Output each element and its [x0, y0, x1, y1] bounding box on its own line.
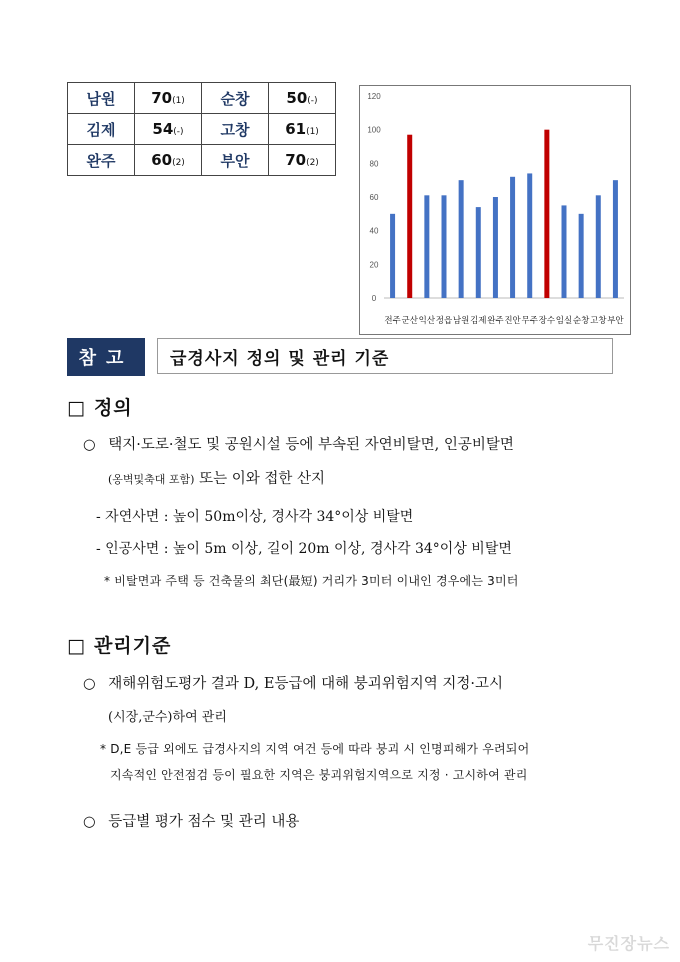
y-tick-label: 40: [369, 226, 379, 236]
x-tick-label: 군산: [401, 316, 418, 326]
region-score-cell: [135, 145, 202, 176]
checkbox-square-icon: □: [67, 635, 86, 657]
region-score-cell: [269, 114, 336, 145]
bar-11: [579, 214, 584, 298]
bar-9: [544, 130, 549, 298]
region-name-cell: 고창: [202, 114, 269, 145]
natural-slope-criteria: - 자연사면 : 높이 50m이상, 경사각 34°이상 비탈면: [96, 509, 414, 525]
definition-note: * 비탈면과 주택 등 건축물의 최단(最短) 거리가 3미터 이내인 경우에는 3미터: [104, 574, 519, 588]
x-tick-label: 무주: [521, 316, 538, 326]
y-tick-label: 80: [369, 159, 379, 169]
management-text-2: (시장,군수)하여 관리: [108, 710, 227, 725]
region-score-cell: [135, 83, 202, 114]
management-heading-text: 관리기준: [93, 635, 172, 657]
score-value: 70: [285, 151, 307, 169]
x-tick-label: 임실: [555, 316, 573, 326]
bar-8: [527, 173, 532, 298]
score-table: [67, 82, 336, 176]
x-tick-label: 순창: [572, 316, 590, 326]
x-tick-label: 부안: [607, 316, 624, 326]
score-change-note: (-): [173, 127, 184, 137]
bar-13: [613, 180, 618, 298]
reference-badge: 참고: [67, 338, 145, 376]
bar-12: [596, 195, 601, 298]
bar-4: [459, 180, 464, 298]
y-tick-label: 120: [367, 92, 381, 101]
bullet-circle-icon: ○: [83, 814, 96, 830]
bar-0: [390, 214, 395, 298]
score-change-note: (2): [306, 158, 319, 168]
score-bar-chart: [359, 85, 631, 335]
x-tick-label: 진안: [504, 316, 521, 326]
bullet-circle-icon: ○: [83, 437, 96, 453]
checkbox-square-icon: □: [67, 397, 86, 419]
y-tick-label: 60: [369, 193, 379, 202]
region-name-cell: 부안: [202, 145, 269, 176]
x-tick-label: 완주: [487, 316, 504, 326]
region-name-cell: 순창: [202, 83, 269, 114]
x-tick-label: 남원: [452, 316, 470, 326]
management-line-1: [83, 672, 503, 693]
y-tick-label: 100: [367, 125, 381, 135]
score-value: 50: [286, 89, 308, 107]
management-line-3: [83, 810, 299, 831]
y-tick-label: 20: [369, 260, 379, 270]
management-note-1: * D,E 등급 외에도 급경사지의 지역 여건 등에 따라 붕괴 시 인명피해가 우려되어: [100, 742, 530, 756]
x-tick-label: 익산: [418, 316, 436, 326]
bar-2: [424, 195, 429, 298]
y-tick-label: 0: [371, 294, 377, 303]
region-score-cell: [269, 83, 336, 114]
bar-5: [476, 207, 481, 298]
x-tick-label: 장수: [538, 316, 556, 326]
score-value: 70: [151, 89, 173, 107]
score-value: 60: [151, 151, 173, 169]
reference-title: 급경사지 정의 및 관리 기준: [157, 338, 613, 374]
score-change-note: (2): [172, 158, 185, 168]
score-table-row: [68, 114, 336, 145]
definition-text-1: 택지·도로·철도 및 공원시설 등에 부속된 자연비탈면, 인공비탈면: [108, 437, 514, 453]
score-change-note: (-): [307, 96, 318, 106]
x-tick-label: 김제: [470, 316, 487, 326]
definition-line-1: [83, 433, 514, 454]
management-heading: [67, 631, 171, 658]
management-text-1: 재해위험도평가 결과 D, E등급에 대해 붕괴위험지역 지정·고시: [108, 676, 503, 692]
score-change-note: (1): [306, 127, 319, 137]
region-name-cell: 남원: [68, 83, 135, 114]
definition-text-2-small: (옹벽및축대 포함): [108, 473, 195, 486]
region-name-cell: 완주: [68, 145, 135, 176]
score-value: 54: [152, 120, 174, 138]
score-table-row: [68, 83, 336, 114]
management-note-2: 지속적인 안전점검 등이 필요한 지역은 붕괴위험지역으로 지정 · 고시하여 관리: [110, 768, 528, 782]
management-text-3: 등급별 평가 점수 및 관리 내용: [108, 814, 300, 830]
x-tick-label: 고창: [590, 316, 607, 326]
x-tick-label: 전주: [384, 316, 401, 326]
region-score-cell: [269, 145, 336, 176]
region-name-cell: 김제: [68, 114, 135, 145]
region-score-cell: [135, 114, 202, 145]
bullet-circle-icon: ○: [83, 676, 96, 692]
bar-6: [493, 197, 498, 298]
score-change-note: (1): [172, 96, 185, 106]
definition-heading-text: 정의: [93, 397, 133, 419]
definition-heading: [67, 393, 133, 420]
score-value: 61: [285, 120, 307, 138]
chart-canvas: [360, 86, 630, 334]
watermark-logo: 무진장뉴스: [587, 934, 670, 953]
bar-1: [407, 135, 412, 298]
bar-10: [562, 205, 567, 298]
definition-text-2: 또는 이와 접한 산지: [194, 471, 325, 487]
artificial-slope-criteria: - 인공사면 : 높이 5m 이상, 길이 20m 이상, 경사각 34°이상 비탈면: [96, 541, 512, 557]
x-tick-label: 정읍: [435, 316, 453, 326]
score-table-row: [68, 145, 336, 176]
bar-7: [510, 177, 515, 298]
bar-3: [442, 195, 447, 298]
definition-line-2: [108, 467, 325, 488]
